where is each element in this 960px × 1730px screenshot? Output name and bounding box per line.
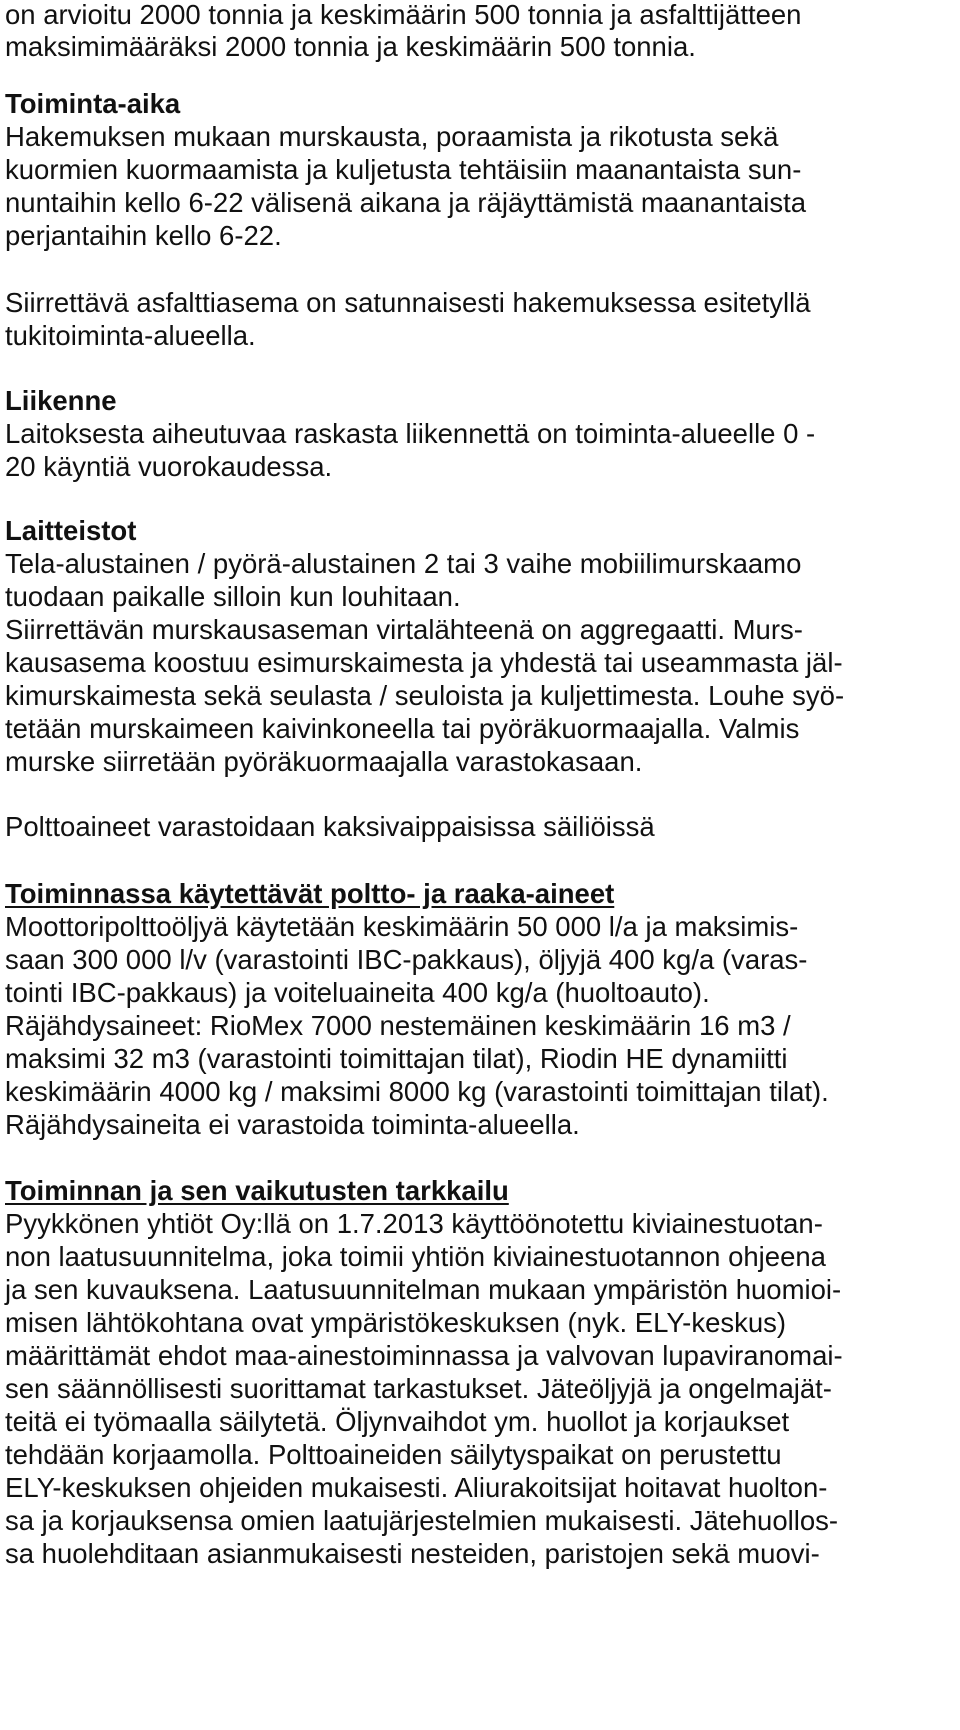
paragraph-line: Laitoksesta aiheutuvaa raskasta liikennettä on toiminta-alueelle 0 - bbox=[5, 418, 816, 449]
paragraph-line: Siirrettävä asfalttiasema on satunnaisesti hakemuksessa esitetyllä bbox=[5, 287, 811, 318]
paragraph-line: ELY-keskuksen ohjeiden mukaisesti. Aliurakoitsijat hoitavat huolton- bbox=[5, 1472, 828, 1503]
paragraph-line: sa huolehditaan asianmukaisesti nesteiden, paristojen sekä muovi- bbox=[5, 1538, 820, 1569]
paragraph-line: nuntaihin kello 6-22 välisenä aikana ja räjäyttämistä maanantaista bbox=[5, 187, 807, 218]
paragraph-line: kuormien kuormaamista ja kuljetusta tehtäisiin maanantaista sun- bbox=[5, 154, 802, 185]
paragraph-line: Tela-alustainen / pyörä-alustainen 2 tai 3 vaihe mobiilimurskaamo bbox=[5, 548, 802, 579]
paragraph-line: Räjähdysaineita ei varastoida toiminta-alueella. bbox=[5, 1109, 580, 1140]
paragraph-line: Siirrettävän murskausaseman virtalähteenä on aggregaatti. Murs- bbox=[5, 614, 803, 645]
paragraph-line: sa ja korjauksensa omien laatujärjestelmien mukaisesti. Jätehuollos- bbox=[5, 1505, 839, 1536]
paragraph-line: tehdään korjaamolla. Polttoaineiden säilytyspaikat on perustettu bbox=[5, 1439, 782, 1470]
paragraph-line: Moottoripolttoöljyä käytetään keskimäärin 50 000 l/a ja maksimis- bbox=[5, 911, 799, 942]
paragraph-line: on arvioitu 2000 tonnia ja keskimäärin 500 tonnia ja asfalttijätteen bbox=[5, 0, 802, 30]
paragraph-line: perjantaihin kello 6-22. bbox=[5, 220, 282, 251]
paragraph-line: ja sen kuvauksena. Laatusuunnitelman mukaan ympäristön huomioi- bbox=[5, 1274, 842, 1305]
section-heading-toiminta-aika: Toiminta-aika bbox=[5, 88, 181, 119]
paragraph-line: Polttoaineet varastoidaan kaksivaippaisissa säiliöissä bbox=[5, 811, 655, 842]
section-heading-tarkkailu: Toiminnan ja sen vaikutusten tarkkailu bbox=[5, 1175, 509, 1206]
paragraph-line: 20 käyntiä vuorokaudessa. bbox=[5, 451, 333, 482]
paragraph-line: määrittämät ehdot maa-ainestoiminnassa ja valvovan lupaviranomai- bbox=[5, 1340, 843, 1371]
paragraph-line: Räjähdysaineet: RioMex 7000 nestemäinen keskimäärin 16 m3 / bbox=[5, 1010, 791, 1041]
paragraph-line: kimurskaimesta sekä seulasta / seuloista ja kuljettimesta. Louhe syö- bbox=[5, 680, 845, 711]
paragraph-line: teitä ei työmaalla säilytetä. Öljynvaihdot ym. huollot ja korjaukset bbox=[5, 1406, 790, 1437]
paragraph-line: tetään murskaimeen kaivinkoneella tai pyöräkuormaajalla. Valmis bbox=[5, 713, 800, 744]
section-heading-raaka-aineet: Toiminnassa käytettävät poltto- ja raaka-aineet bbox=[5, 878, 615, 909]
paragraph-line: tukitoiminta-alueella. bbox=[5, 320, 256, 351]
paragraph-line: tointi IBC-pakkaus) ja voiteluaineita 400 kg/a (huoltoauto). bbox=[5, 977, 710, 1008]
paragraph-line: keskimäärin 4000 kg / maksimi 8000 kg (varastointi toimittajan tilat). bbox=[5, 1076, 829, 1107]
paragraph-line: maksimimääräksi 2000 tonnia ja keskimäärin 500 tonnia. bbox=[5, 31, 696, 62]
paragraph-line: saan 300 000 l/v (varastointi IBC-pakkaus), öljyjä 400 kg/a (varas- bbox=[5, 944, 808, 975]
paragraph-line: Pyykkönen yhtiöt Oy:llä on 1.7.2013 käyttöönotettu kiviainestuotan- bbox=[5, 1208, 823, 1239]
paragraph-line: kausasema koostuu esimurskaimesta ja yhdestä tai useammasta jäl- bbox=[5, 647, 843, 678]
section-heading-liikenne: Liikenne bbox=[5, 385, 117, 416]
section-heading-laitteistot: Laitteistot bbox=[5, 515, 137, 546]
paragraph-line: maksimi 32 m3 (varastointi toimittajan tilat), Riodin HE dynamiitti bbox=[5, 1043, 788, 1074]
paragraph-line: sen säännöllisesti suorittamat tarkastukset. Jäteöljyjä ja ongelmajät- bbox=[5, 1373, 832, 1404]
paragraph-line: tuodaan paikalle silloin kun louhitaan. bbox=[5, 581, 461, 612]
paragraph-line: Hakemuksen mukaan murskausta, poraamista ja rikotusta sekä bbox=[5, 121, 779, 152]
paragraph-line: misen lähtökohtana ovat ympäristökeskuksen (nyk. ELY-keskus) bbox=[5, 1307, 787, 1338]
paragraph-line: non laatusuunnitelma, joka toimii yhtiön kiviainestuotannon ohjeena bbox=[5, 1241, 826, 1272]
paragraph-line: murske siirretään pyöräkuormaajalla varastokasaan. bbox=[5, 746, 643, 777]
